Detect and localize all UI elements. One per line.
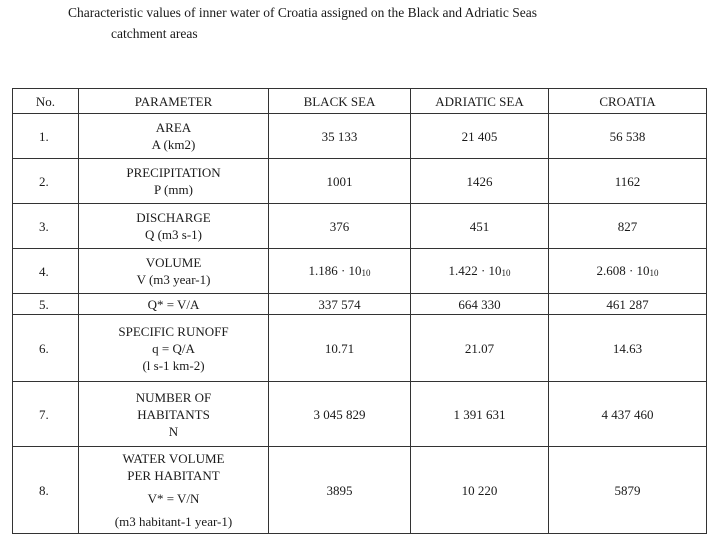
table-row bbox=[13, 159, 707, 204]
row-number: 3. bbox=[13, 204, 79, 249]
value-exponent: 10 bbox=[649, 267, 659, 278]
parameter-formula: q = Q/A bbox=[152, 340, 195, 356]
croatia-value: 4 437 460 bbox=[549, 382, 707, 447]
croatia-value bbox=[549, 249, 707, 294]
row-number: 7. bbox=[13, 382, 79, 447]
row-number: 1. bbox=[13, 114, 79, 159]
parameter-symbol: P (mm) bbox=[154, 182, 193, 197]
row-number: 2. bbox=[13, 159, 79, 204]
croatia-value: 14.63 bbox=[549, 315, 707, 382]
parameter-cell bbox=[79, 315, 269, 382]
black-sea-value: 10.71 bbox=[269, 315, 411, 382]
parameter-name-cont: HABITANTS bbox=[137, 406, 210, 422]
parameter-name: AREA bbox=[155, 120, 192, 135]
croatia-value: 5879 bbox=[549, 447, 707, 534]
header-parameter: PARAMETER bbox=[79, 89, 269, 114]
parameter-name: Q* = V/A bbox=[147, 296, 200, 312]
parameter-name: PRECIPITATION bbox=[126, 165, 221, 180]
value-exponent: 10 bbox=[361, 267, 371, 278]
adriatic-sea-value: 451 bbox=[411, 204, 549, 249]
table-row bbox=[13, 114, 707, 159]
parameter-cell bbox=[79, 159, 269, 204]
black-sea-value: 1001 bbox=[269, 159, 411, 204]
croatia-value: 461 287 bbox=[549, 294, 707, 315]
caption-line-1: Characteristic values of inner water of Croatia assigned on the Black and Adriatic Seas bbox=[68, 5, 537, 20]
parameter-cell bbox=[79, 294, 269, 315]
parameter-name: WATER VOLUME bbox=[122, 451, 225, 466]
parameter-name: VOLUME bbox=[145, 255, 202, 270]
row-number: 4. bbox=[13, 249, 79, 294]
parameter-formula: V* = V/N bbox=[147, 491, 200, 506]
parameter-cell bbox=[79, 249, 269, 294]
black-sea-value: 376 bbox=[269, 204, 411, 249]
parameter-cell bbox=[79, 204, 269, 249]
parameter-name: DISCHARGE bbox=[136, 210, 211, 225]
adriatic-sea-value: 664 330 bbox=[411, 294, 549, 315]
header-black-sea: BLACK SEA bbox=[269, 89, 411, 114]
parameter-symbol: V (m3 year-1) bbox=[136, 272, 211, 287]
header-row bbox=[13, 89, 707, 114]
adriatic-sea-value: 21 405 bbox=[411, 114, 549, 159]
value-mantissa: 1.422 · 10 bbox=[448, 262, 502, 278]
parameter-name: SPECIFIC RUNOFF bbox=[118, 323, 229, 339]
adriatic-sea-value: 21.07 bbox=[411, 315, 549, 382]
value-mantissa: 2.608 · 10 bbox=[596, 262, 650, 278]
parameter-symbol: Q (m3 s-1) bbox=[144, 227, 203, 242]
table-row bbox=[13, 294, 707, 315]
parameter-cell bbox=[79, 447, 269, 534]
table-row bbox=[13, 315, 707, 382]
caption-line-2: catchment areas bbox=[111, 26, 198, 41]
parameter-name-cont: PER HABITANT bbox=[127, 468, 220, 483]
table-row bbox=[13, 204, 707, 249]
header-croatia: CROATIA bbox=[549, 89, 707, 114]
adriatic-sea-value: 1426 bbox=[411, 159, 549, 204]
black-sea-value: 337 574 bbox=[269, 294, 411, 315]
black-sea-value bbox=[269, 249, 411, 294]
header-adriatic-sea: ADRIATIC SEA bbox=[411, 89, 549, 114]
adriatic-sea-value: 1 391 631 bbox=[411, 382, 549, 447]
header-no: No. bbox=[13, 89, 79, 114]
table-row bbox=[13, 382, 707, 447]
croatia-value: 1162 bbox=[549, 159, 707, 204]
parameter-unit: (m3 habitant-1 year-1) bbox=[114, 514, 233, 529]
parameter-unit: (l s-1 km-2) bbox=[142, 357, 205, 373]
parameter-cell bbox=[79, 382, 269, 447]
black-sea-value: 3 045 829 bbox=[269, 382, 411, 447]
parameter-symbol: N bbox=[168, 423, 179, 439]
parameter-name: NUMBER OF bbox=[135, 389, 212, 405]
adriatic-sea-value bbox=[411, 249, 549, 294]
value-exponent: 10 bbox=[501, 267, 511, 278]
row-number: 6. bbox=[13, 315, 79, 382]
black-sea-value: 35 133 bbox=[269, 114, 411, 159]
row-number: 8. bbox=[13, 447, 79, 534]
value-mantissa: 1.186 · 10 bbox=[308, 262, 362, 278]
adriatic-sea-value: 10 220 bbox=[411, 447, 549, 534]
croatia-value: 827 bbox=[549, 204, 707, 249]
croatia-value: 56 538 bbox=[549, 114, 707, 159]
black-sea-value: 3895 bbox=[269, 447, 411, 534]
parameter-symbol: A (km2) bbox=[151, 137, 196, 152]
water-values-table bbox=[12, 88, 707, 534]
table-row bbox=[13, 447, 707, 534]
table-caption bbox=[68, 2, 708, 44]
row-number: 5. bbox=[13, 294, 79, 315]
table-row bbox=[13, 249, 707, 294]
parameter-cell bbox=[79, 114, 269, 159]
